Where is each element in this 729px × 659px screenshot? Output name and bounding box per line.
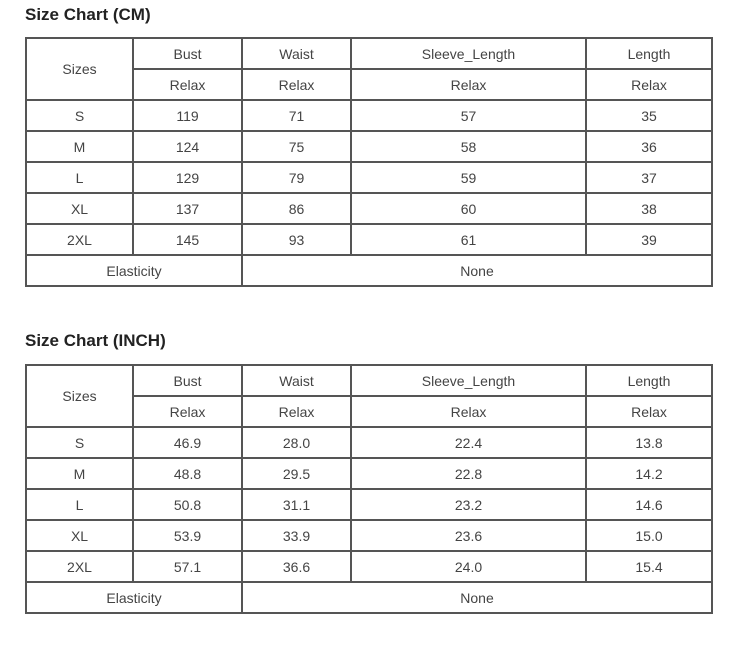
elasticity-label: Elasticity [26,255,242,286]
bust-cell: 145 [133,224,242,255]
header-row [26,365,712,396]
sleeve-length-header: Sleeve_Length [351,365,586,396]
length-cell: 15.4 [586,551,712,582]
sleeve-length-fit: Relax [351,396,586,427]
length-cell: 15.0 [586,520,712,551]
size-cell: M [26,458,133,489]
sleeve-length-header: Sleeve_Length [351,38,586,69]
sleeve-length-cell: 23.2 [351,489,586,520]
sleeve-length-cell: 61 [351,224,586,255]
bust-fit: Relax [133,396,242,427]
length-cell: 14.2 [586,458,712,489]
sleeve-length-cell: 22.8 [351,458,586,489]
length-cell: 14.6 [586,489,712,520]
waist-cell: 79 [242,162,351,193]
header-row [26,38,712,69]
table-row [26,162,712,193]
bust-cell: 46.9 [133,427,242,458]
sleeve-length-cell: 59 [351,162,586,193]
size-chart-cm-title: Size Chart (CM) [25,5,151,24]
length-cell: 35 [586,100,712,131]
length-cell: 37 [586,162,712,193]
length-header: Length [586,38,712,69]
waist-cell: 75 [242,131,351,162]
size-chart-inch-table [25,364,713,614]
length-cell: 39 [586,224,712,255]
size-chart-cm-table [25,37,713,287]
length-cell: 36 [586,131,712,162]
size-chart-inch-title: Size Chart (INCH) [25,331,166,350]
sizes-header: Sizes [26,38,133,100]
length-header: Length [586,365,712,396]
bust-header: Bust [133,365,242,396]
bust-cell: 119 [133,100,242,131]
length-fit: Relax [586,69,712,100]
sleeve-length-cell: 58 [351,131,586,162]
sleeve-length-cell: 24.0 [351,551,586,582]
elasticity-label: Elasticity [26,582,242,613]
sleeve-length-cell: 23.6 [351,520,586,551]
elasticity-row [26,582,712,613]
size-cell: 2XL [26,551,133,582]
waist-cell: 29.5 [242,458,351,489]
length-cell: 13.8 [586,427,712,458]
table-row [26,489,712,520]
bust-cell: 57.1 [133,551,242,582]
waist-fit: Relax [242,69,351,100]
waist-cell: 71 [242,100,351,131]
waist-cell: 31.1 [242,489,351,520]
bust-header: Bust [133,38,242,69]
length-fit: Relax [586,396,712,427]
table-row [26,100,712,131]
size-cell: L [26,489,133,520]
size-cell: 2XL [26,224,133,255]
bust-cell: 124 [133,131,242,162]
sleeve-length-cell: 60 [351,193,586,224]
bust-cell: 50.8 [133,489,242,520]
waist-cell: 28.0 [242,427,351,458]
table-row [26,458,712,489]
size-cell: S [26,427,133,458]
elasticity-value: None [242,255,712,286]
bust-cell: 53.9 [133,520,242,551]
size-cell: M [26,131,133,162]
waist-cell: 86 [242,193,351,224]
bust-fit: Relax [133,69,242,100]
table-row [26,427,712,458]
table-row [26,193,712,224]
waist-cell: 33.9 [242,520,351,551]
sleeve-length-cell: 22.4 [351,427,586,458]
elasticity-row [26,255,712,286]
waist-cell: 36.6 [242,551,351,582]
sleeve-length-fit: Relax [351,69,586,100]
table-row [26,520,712,551]
waist-header: Waist [242,38,351,69]
waist-fit: Relax [242,396,351,427]
size-cell: XL [26,193,133,224]
size-cell: XL [26,520,133,551]
table-row [26,131,712,162]
bust-cell: 48.8 [133,458,242,489]
size-cell: L [26,162,133,193]
waist-cell: 93 [242,224,351,255]
bust-cell: 137 [133,193,242,224]
length-cell: 38 [586,193,712,224]
elasticity-value: None [242,582,712,613]
waist-header: Waist [242,365,351,396]
bust-cell: 129 [133,162,242,193]
size-cell: S [26,100,133,131]
table-row [26,551,712,582]
sleeve-length-cell: 57 [351,100,586,131]
sizes-header: Sizes [26,365,133,427]
table-row [26,224,712,255]
